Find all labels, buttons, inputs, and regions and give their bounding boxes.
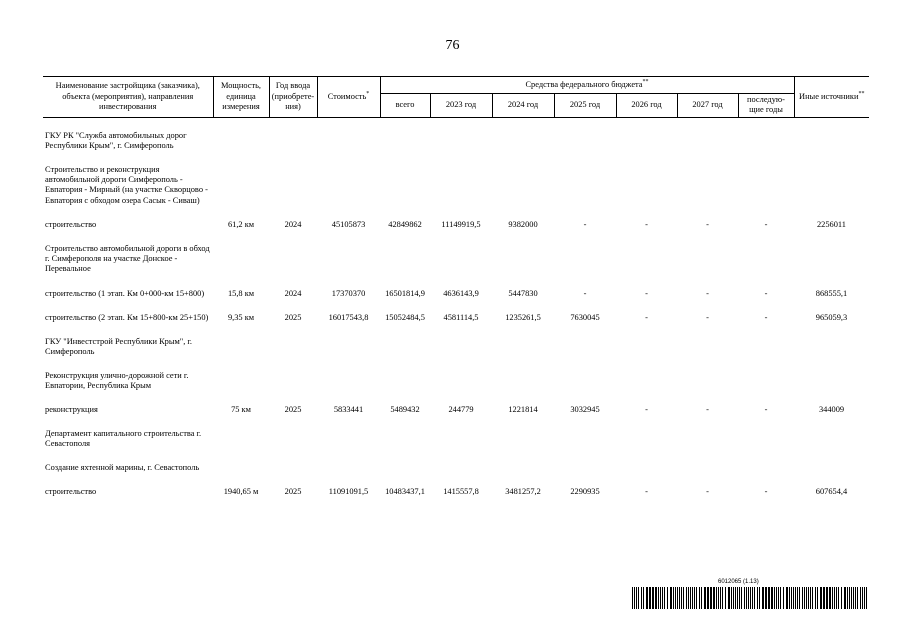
page-number: 76 [445, 38, 460, 53]
table-row [43, 416, 869, 450]
cell-year: 2025 [284, 313, 302, 323]
cell-other: 2256011 [816, 220, 846, 230]
cell-cost: 16017543,8 [328, 313, 369, 323]
table-row [43, 324, 869, 358]
cell-total: 10483437,1 [385, 486, 425, 496]
table-row [43, 231, 869, 275]
cell-cost: 17370370 [331, 288, 366, 298]
row-name: реконструкция [45, 405, 98, 415]
cell-2026: - [645, 313, 648, 323]
cell-2024: 1235261,5 [505, 313, 541, 323]
row-name: ГКУ "Инвестстрой Республики Крым", г. Симферополь [45, 336, 192, 357]
cell-capacity: 1940,65 м [223, 486, 259, 496]
header-2027: 2027 год [677, 94, 738, 118]
cell-capacity: 75 км [231, 405, 251, 415]
cell-later: - [764, 313, 768, 323]
cell-year: 2024 [284, 220, 302, 230]
cell-2023: 11149919,5 [441, 220, 481, 230]
cell-year: 2025 [284, 405, 302, 415]
cell-2027: - [706, 405, 709, 415]
header-total: всего [380, 94, 430, 118]
cell-2027: - [706, 220, 709, 230]
cell-2026: - [645, 288, 648, 298]
cell-cost: 11091091,5 [328, 486, 369, 496]
cell-other: 607654,4 [815, 486, 848, 496]
header-2023: 2023 год [430, 94, 492, 118]
cell-capacity: 61,2 км [227, 220, 255, 230]
cell-2023: 1415557,8 [443, 486, 479, 496]
row-name: строительство (2 этап. Км 15+800-км 25+150) [45, 313, 209, 323]
cell-later: - [764, 288, 768, 298]
cell-capacity: 15,8 км [227, 288, 255, 298]
row-name: Департамент капитального строительства г. Севастополя [45, 428, 202, 449]
cell-2027: - [706, 313, 709, 323]
row-name: Строительство автомобильной дороги в обход г. Симферополя на участке Донское - Перевальное [45, 243, 210, 274]
table-row [43, 391, 869, 415]
row-name: Реконструкция улично-дорожной сети г. Евпатории, Республика Крым [45, 370, 189, 390]
table-row [43, 206, 869, 230]
cell-2026: - [645, 220, 648, 230]
table-row [43, 358, 869, 392]
cell-later: - [764, 220, 768, 230]
header-later-years: последую-щие годы [738, 94, 794, 118]
row-name: Создание яхтенной марины, г. Севастополь [45, 462, 200, 472]
header-name: Наименование застройщика (заказчика), объекта (мероприятия), направления инвестирования [43, 77, 213, 118]
cell-capacity: 9,35 км [227, 313, 255, 323]
table-header-row [43, 77, 869, 94]
cell-2025: 2290935 [570, 486, 600, 496]
cell-total: 16501814,9 [385, 288, 425, 298]
cell-2027: - [706, 288, 709, 298]
cell-2023: 244779 [448, 405, 474, 415]
header-other-sources: Иные источники** [794, 77, 869, 118]
header-cost: Стоимость* [317, 77, 380, 118]
table-row [43, 299, 869, 323]
cell-2025: 3032945 [570, 405, 600, 415]
cell-total: 42849862 [388, 220, 422, 230]
cell-2025: - [583, 220, 587, 230]
header-capacity: Мощность, единица измерения [213, 77, 269, 118]
cell-2025: - [583, 288, 587, 298]
barcode [632, 587, 869, 609]
header-year: Год ввода (приобрете-ния) [269, 77, 317, 118]
federal-budget-table [43, 76, 869, 497]
barcode-label: 6012065 (1.13) [718, 579, 759, 585]
cell-2027: - [706, 486, 709, 496]
cell-2023: 4636143,9 [443, 288, 479, 298]
table-row [43, 473, 869, 497]
cell-cost: 45105873 [331, 220, 366, 230]
row-name: строительство [45, 220, 97, 230]
cell-later: - [764, 405, 768, 415]
cell-year: 2025 [284, 486, 302, 496]
cell-2026: - [645, 405, 648, 415]
header-2026: 2026 год [616, 94, 677, 118]
cell-other: 965059,3 [815, 313, 848, 323]
cell-later: - [764, 486, 768, 496]
cell-2024: 5447830 [508, 288, 538, 298]
table-row [43, 275, 869, 299]
cell-year: 2024 [284, 288, 302, 298]
table-row [43, 117, 869, 151]
cell-total: 5489432 [390, 405, 420, 415]
cell-2024: 9382000 [508, 220, 538, 230]
cell-other: 868555,1 [815, 288, 848, 298]
cell-2024: 3481257,2 [505, 486, 541, 496]
table-row [43, 450, 869, 473]
cell-2026: - [645, 486, 648, 496]
cell-cost: 5833441 [333, 405, 364, 415]
cell-2025: 7630045 [570, 313, 600, 323]
cell-other: 344009 [818, 405, 845, 415]
cell-2023: 4581114,5 [443, 313, 479, 323]
table-row [43, 152, 869, 207]
row-name: строительство [45, 486, 97, 496]
row-name: Строительство и реконструкция автомобильной дороги Симферополь - Евпатория - Мирный (на участке Скворцово - Евпатория с обходом озера Сасык - Сиваш) [45, 164, 208, 205]
row-name: ГКУ РК "Служба автомобильных дорог Республики Крым", г. Симферополь [45, 130, 187, 151]
header-federal-budget: Средства федерального бюджета** [380, 77, 794, 94]
header-2025: 2025 год [554, 94, 616, 118]
header-2024: 2024 год [492, 94, 554, 118]
cell-total: 15052484,5 [385, 313, 425, 323]
row-name: строительство (1 этап. Км 0+000-км 15+800) [45, 288, 205, 298]
cell-2024: 1221814 [508, 405, 538, 415]
